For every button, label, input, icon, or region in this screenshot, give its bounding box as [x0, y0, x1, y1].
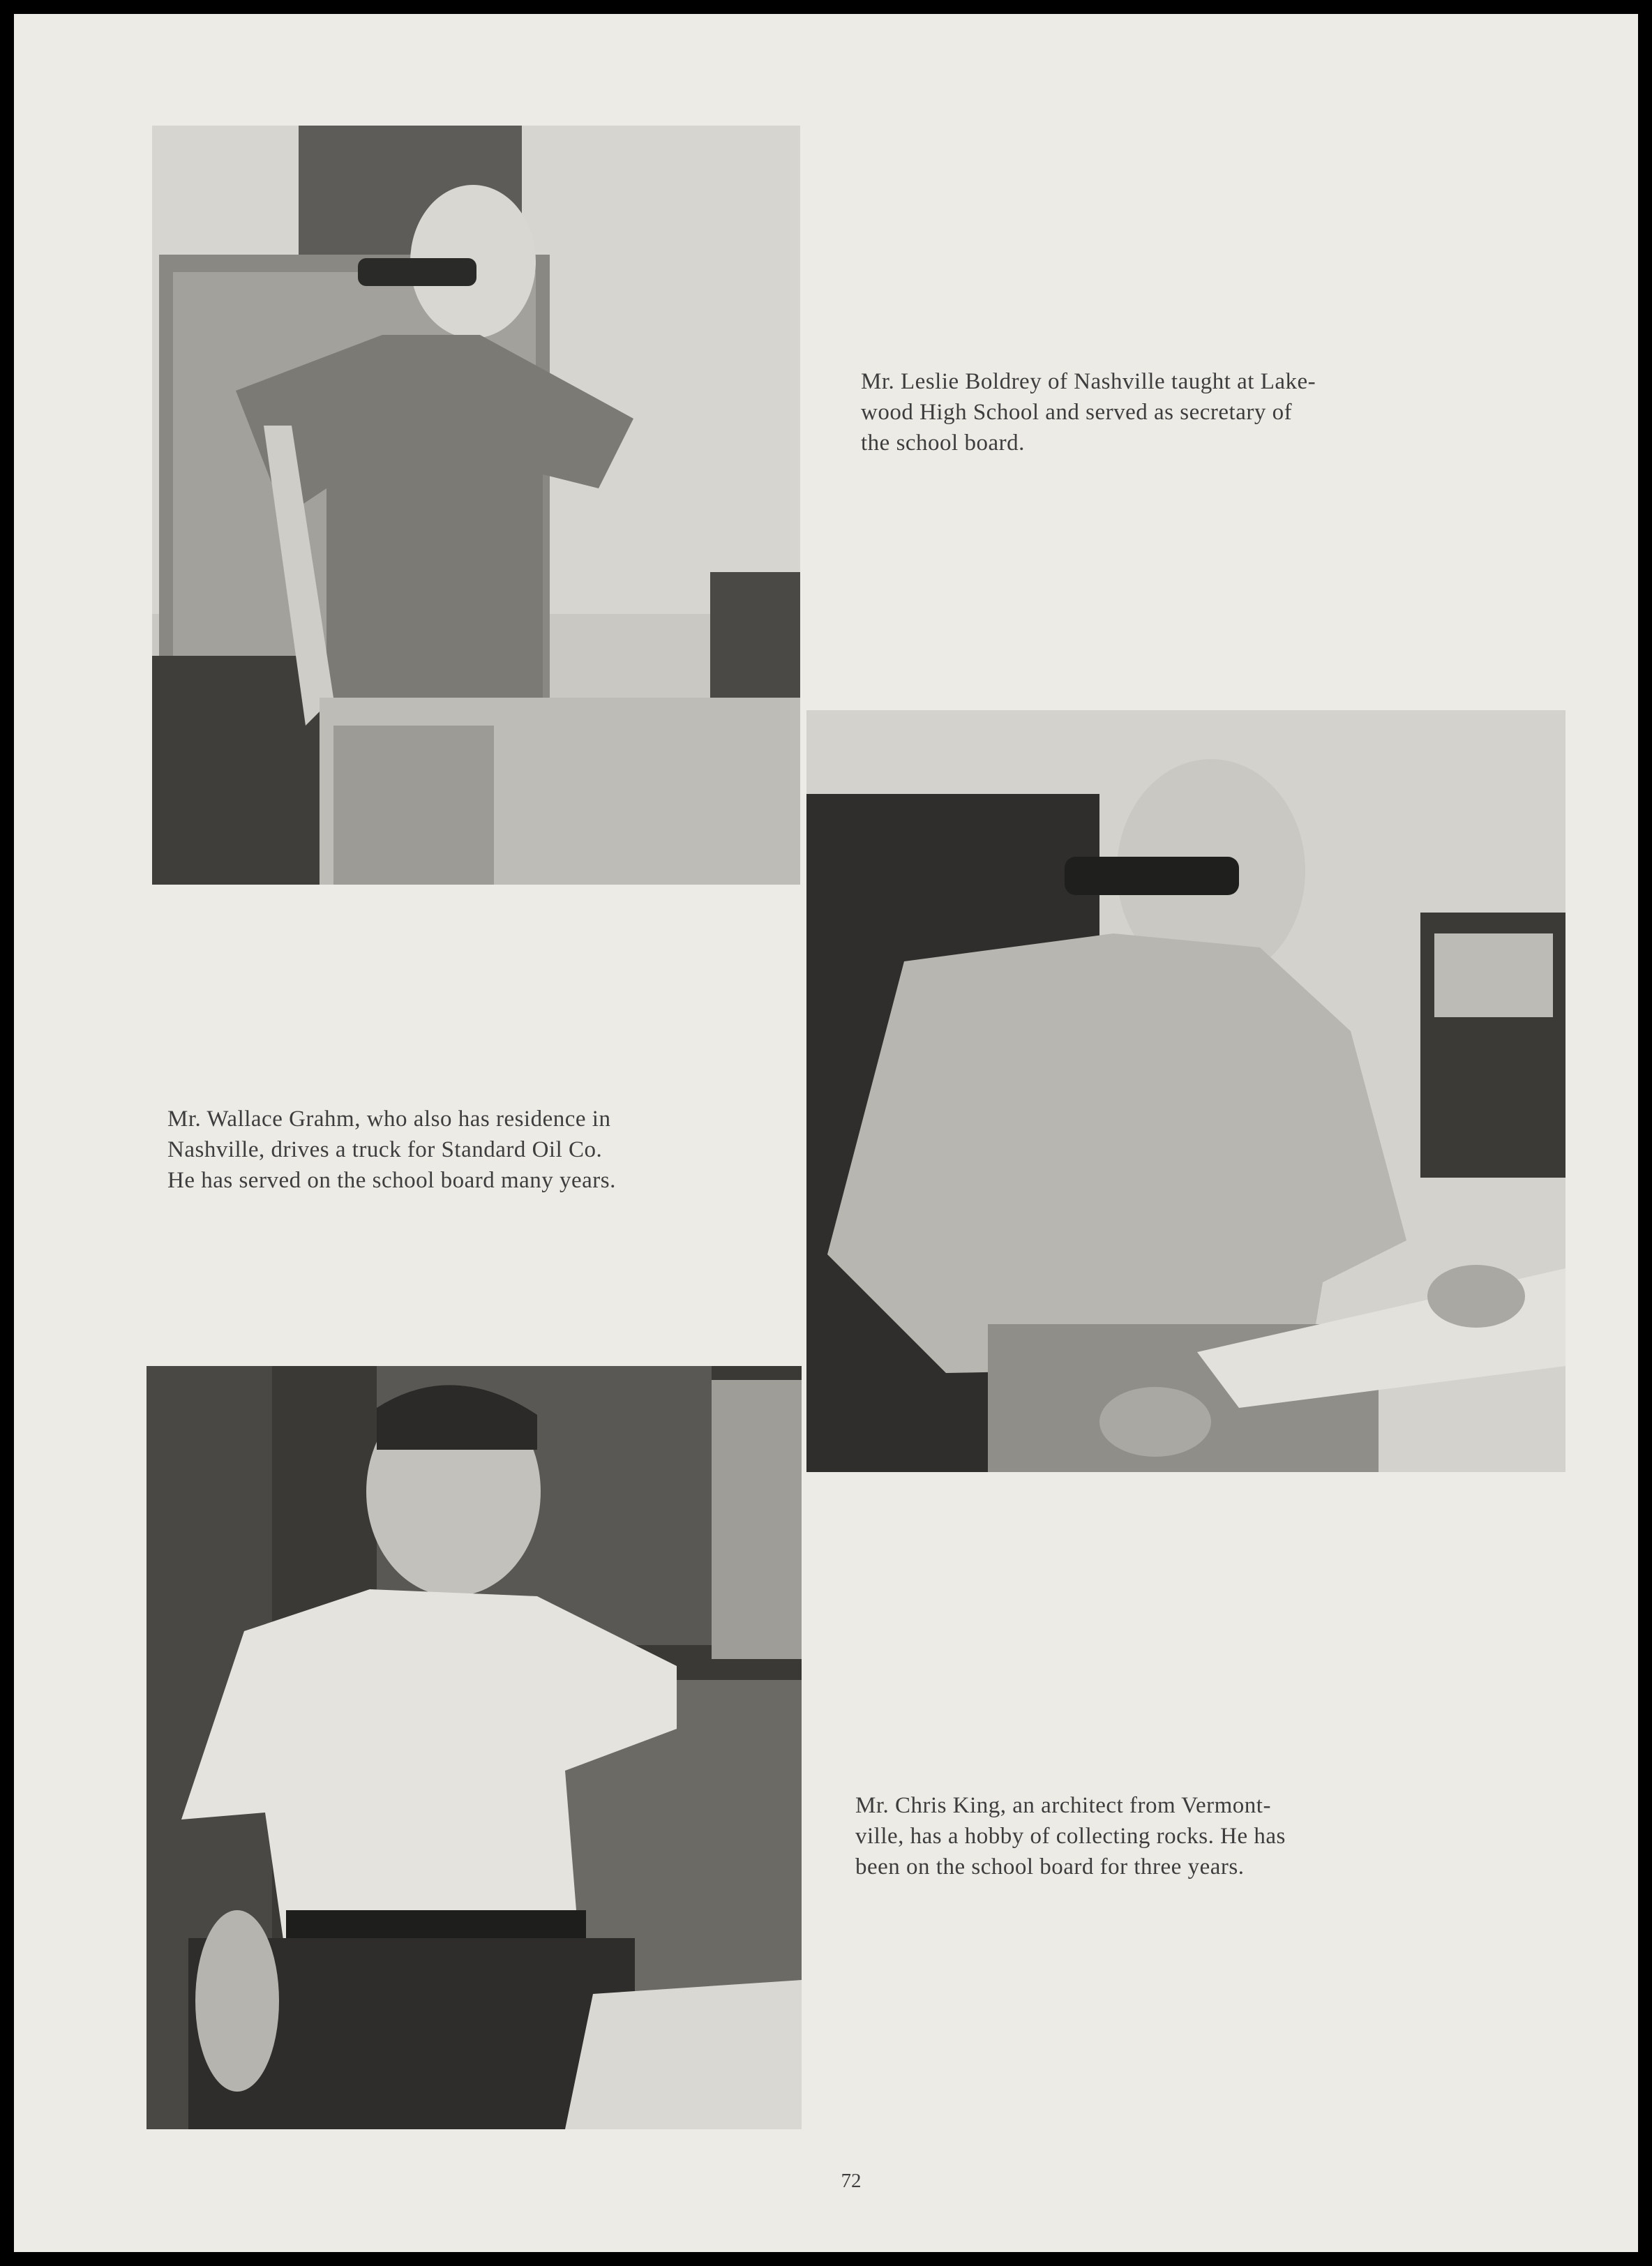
caption-wallace-grahm: Mr. Wallace Grahm, who also has residence in Nashville, drives a truck for Standard Oil Co. He has served on the school board many years.	[167, 1106, 616, 1193]
photo-chris-king-image	[806, 710, 1565, 1472]
caption-chris-king: Mr. Chris King, an architect from Vermont- ville, has a hobby of collecting rocks. He has been on the school board for three years.	[855, 1793, 1286, 1879]
photo-wallace-grahm	[147, 1366, 802, 2129]
page-number: 72	[841, 2170, 862, 2192]
yearbook-page	[14, 14, 1638, 2252]
photo-leslie-boldrey	[152, 126, 800, 885]
photo-chris-king	[806, 710, 1565, 1472]
photo-leslie-boldrey-image	[152, 126, 800, 885]
caption-leslie-boldrey: Mr. Leslie Boldrey of Nashville taught at Lake- wood High School and served as secretary of the school board.	[861, 369, 1316, 456]
photo-wallace-grahm-image	[147, 1366, 802, 2129]
